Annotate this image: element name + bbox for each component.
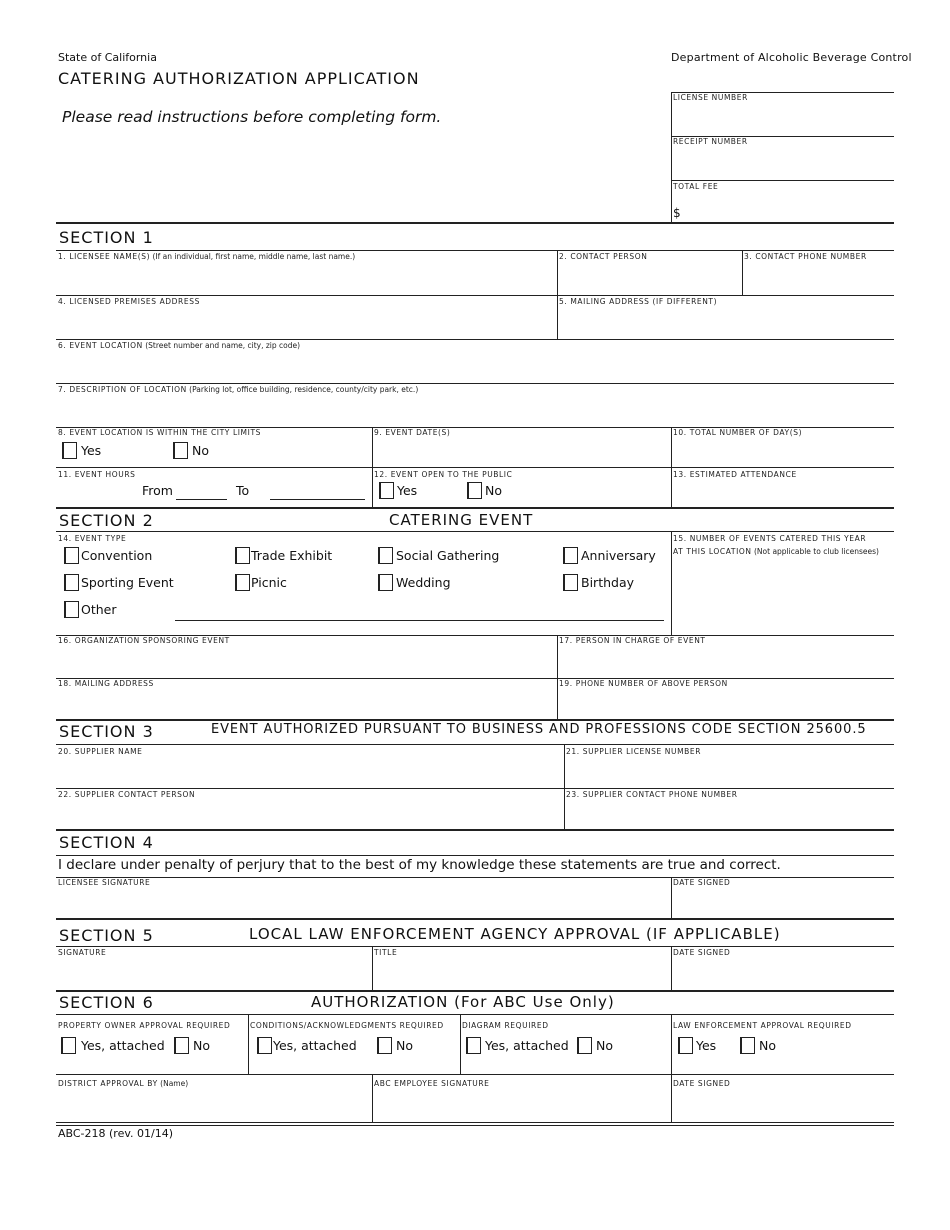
abc-signature-label: ABC EMPLOYEE SIGNATURE xyxy=(374,1079,490,1088)
event-location-label: 6. EVENT LOCATION (Street number and name, city, zip code) xyxy=(58,341,301,350)
city-limits-yes-checkbox[interactable] xyxy=(62,442,77,459)
event-hours-label: 11. EVENT HOURS xyxy=(58,470,136,479)
anniversary-label: Anniversary xyxy=(581,548,656,563)
property-no-label: No xyxy=(193,1038,210,1053)
section-4-title: SECTION 4 xyxy=(59,833,154,852)
picnic-checkbox[interactable] xyxy=(235,574,250,591)
form-title: CATERING AUTHORIZATION APPLICATION xyxy=(58,69,420,88)
hours-from-label: From xyxy=(142,483,173,498)
location-description-label: 7. DESCRIPTION OF LOCATION (Parking lot, office building, residence, county/city park, etc.) xyxy=(58,385,419,394)
attendance-label: 13. ESTIMATED ATTENDANCE xyxy=(673,470,797,479)
officer-title-label: TITLE xyxy=(374,948,398,957)
total-days-label: 10. TOTAL NUMBER OF DAY(S) xyxy=(673,428,803,437)
city-limits-no-label: No xyxy=(192,443,209,458)
license-number-label: LICENSE NUMBER xyxy=(673,93,748,102)
open-public-no-checkbox[interactable] xyxy=(467,482,482,499)
open-public-yes-label: Yes xyxy=(397,483,418,498)
contact-person-label: 2. CONTACT PERSON xyxy=(559,252,648,261)
supplier-name-label: 20. SUPPLIER NAME xyxy=(58,747,143,756)
birthday-label: Birthday xyxy=(581,575,635,590)
social-gathering-label: Social Gathering xyxy=(396,548,500,563)
instructions: Please read instructions before completing form. xyxy=(62,108,442,126)
law-yes-checkbox[interactable] xyxy=(678,1037,693,1054)
section-6-title: SECTION 6 xyxy=(59,993,154,1012)
total-fee-value: $ xyxy=(673,206,681,220)
receipt-number-label: RECEIPT NUMBER xyxy=(673,137,748,146)
law-no-label: No xyxy=(759,1038,776,1053)
sporting-event-checkbox[interactable] xyxy=(64,574,79,591)
officer-signature-label: SIGNATURE xyxy=(58,948,107,957)
social-gathering-checkbox[interactable] xyxy=(378,547,393,564)
section-2-title: SECTION 2 xyxy=(59,511,154,530)
events-catered-label-2: AT THIS LOCATION (Not applicable to club licensees) xyxy=(673,547,879,556)
property-yes-label: Yes, attached xyxy=(81,1038,165,1053)
department-label: Department of Alcoholic Beverage Control xyxy=(671,51,912,64)
wedding-checkbox[interactable] xyxy=(378,574,393,591)
person-in-charge-label: 17. PERSON IN CHARGE OF EVENT xyxy=(559,636,706,645)
diagram-yes-label: Yes, attached xyxy=(485,1038,569,1053)
diagram-yes-checkbox[interactable] xyxy=(466,1037,481,1054)
anniversary-checkbox[interactable] xyxy=(563,547,578,564)
supplier-license-label: 21. SUPPLIER LICENSE NUMBER xyxy=(566,747,702,756)
conditions-yes-label: Yes, attached xyxy=(273,1038,357,1053)
district-approval-label: DISTRICT APPROVAL BY (Name) xyxy=(58,1079,189,1088)
hours-from-input[interactable] xyxy=(176,499,227,500)
events-catered-label: 15. NUMBER OF EVENTS CATERED THIS YEAR xyxy=(673,534,867,543)
open-public-label: 12. EVENT OPEN TO THE PUBLIC xyxy=(374,470,513,479)
section-5-heading: LOCAL LAW ENFORCEMENT AGENCY APPROVAL (IF APPLICABLE) xyxy=(249,925,781,943)
city-limits-label: 8. EVENT LOCATION IS WITHIN THE CITY LIMITS xyxy=(58,428,261,437)
sponsoring-org-label: 16. ORGANIZATION SPONSORING EVENT xyxy=(58,636,230,645)
diagram-no-label: No xyxy=(596,1038,613,1053)
other-label: Other xyxy=(81,602,117,617)
trade-exhibit-checkbox[interactable] xyxy=(235,547,250,564)
city-limits-no-checkbox[interactable] xyxy=(173,442,188,459)
premises-address-label: 4. LICENSED PREMISES ADDRESS xyxy=(58,297,200,306)
property-no-checkbox[interactable] xyxy=(174,1037,189,1054)
state-label: State of California xyxy=(58,51,157,64)
wedding-label: Wedding xyxy=(396,575,451,590)
convention-label: Convention xyxy=(81,548,153,563)
law-no-checkbox[interactable] xyxy=(740,1037,755,1054)
diagram-no-checkbox[interactable] xyxy=(577,1037,592,1054)
section-5-title: SECTION 5 xyxy=(59,926,154,945)
section-1-title: SECTION 1 xyxy=(59,228,154,247)
picnic-label: Picnic xyxy=(251,575,287,590)
section-2-heading: CATERING EVENT xyxy=(389,511,534,529)
law-yes-label: Yes xyxy=(696,1038,717,1053)
section-3-heading: EVENT AUTHORIZED PURSUANT TO BUSINESS AND PROFESSIONS CODE SECTION 25600.5 xyxy=(211,722,867,737)
supplier-contact-label: 22. SUPPLIER CONTACT PERSON xyxy=(58,790,196,799)
diagram-label: DIAGRAM REQUIRED xyxy=(462,1021,549,1030)
other-checkbox[interactable] xyxy=(64,601,79,618)
conditions-label: CONDITIONS/ACKNOWLEDGMENTS REQUIRED xyxy=(250,1021,444,1030)
sporting-event-label: Sporting Event xyxy=(81,575,174,590)
section-3-title: SECTION 3 xyxy=(59,722,154,741)
licensee-name-label: 1. LICENSEE NAME(S) (If an individual, first name, middle name, last name.) xyxy=(58,252,356,261)
total-fee-label: TOTAL FEE xyxy=(673,182,719,191)
event-dates-label: 9. EVENT DATE(S) xyxy=(374,428,451,437)
mailing-address-label: 5. MAILING ADDRESS (IF DIFFERENT) xyxy=(559,297,718,306)
open-public-no-label: No xyxy=(485,483,502,498)
section-4-date-label: DATE SIGNED xyxy=(673,878,731,887)
hours-to-label: To xyxy=(236,483,250,498)
convention-checkbox[interactable] xyxy=(64,547,79,564)
person-phone-label: 19. PHONE NUMBER OF ABOVE PERSON xyxy=(559,679,728,688)
birthday-checkbox[interactable] xyxy=(563,574,578,591)
contact-phone-label: 3. CONTACT PHONE NUMBER xyxy=(744,252,867,261)
declaration-text: I declare under penalty of perjury that to the best of my knowledge these statements are true and correct. xyxy=(58,857,781,873)
section-6-heading: AUTHORIZATION (For ABC Use Only) xyxy=(311,993,615,1011)
open-public-yes-checkbox[interactable] xyxy=(379,482,394,499)
conditions-no-label: No xyxy=(396,1038,413,1053)
other-input[interactable] xyxy=(175,620,664,621)
conditions-no-checkbox[interactable] xyxy=(377,1037,392,1054)
form-id: ABC-218 (rev. 01/14) xyxy=(58,1127,174,1140)
law-enforcement-label: LAW ENFORCEMENT APPROVAL REQUIRED xyxy=(673,1021,852,1030)
city-limits-yes-label: Yes xyxy=(81,443,102,458)
property-owner-label: PROPERTY OWNER APPROVAL REQUIRED xyxy=(58,1021,231,1030)
org-mailing-address-label: 18. MAILING ADDRESS xyxy=(58,679,154,688)
trade-exhibit-label: Trade Exhibit xyxy=(251,548,333,563)
event-type-label: 14. EVENT TYPE xyxy=(58,534,127,543)
section-5-date-label: DATE SIGNED xyxy=(673,948,731,957)
conditions-yes-checkbox[interactable] xyxy=(257,1037,272,1054)
licensee-signature-label: LICENSEE SIGNATURE xyxy=(58,878,151,887)
supplier-phone-label: 23. SUPPLIER CONTACT PHONE NUMBER xyxy=(566,790,738,799)
hours-to-input[interactable] xyxy=(270,499,365,500)
property-yes-checkbox[interactable] xyxy=(61,1037,76,1054)
section-6-date-label: DATE SIGNED xyxy=(673,1079,731,1088)
